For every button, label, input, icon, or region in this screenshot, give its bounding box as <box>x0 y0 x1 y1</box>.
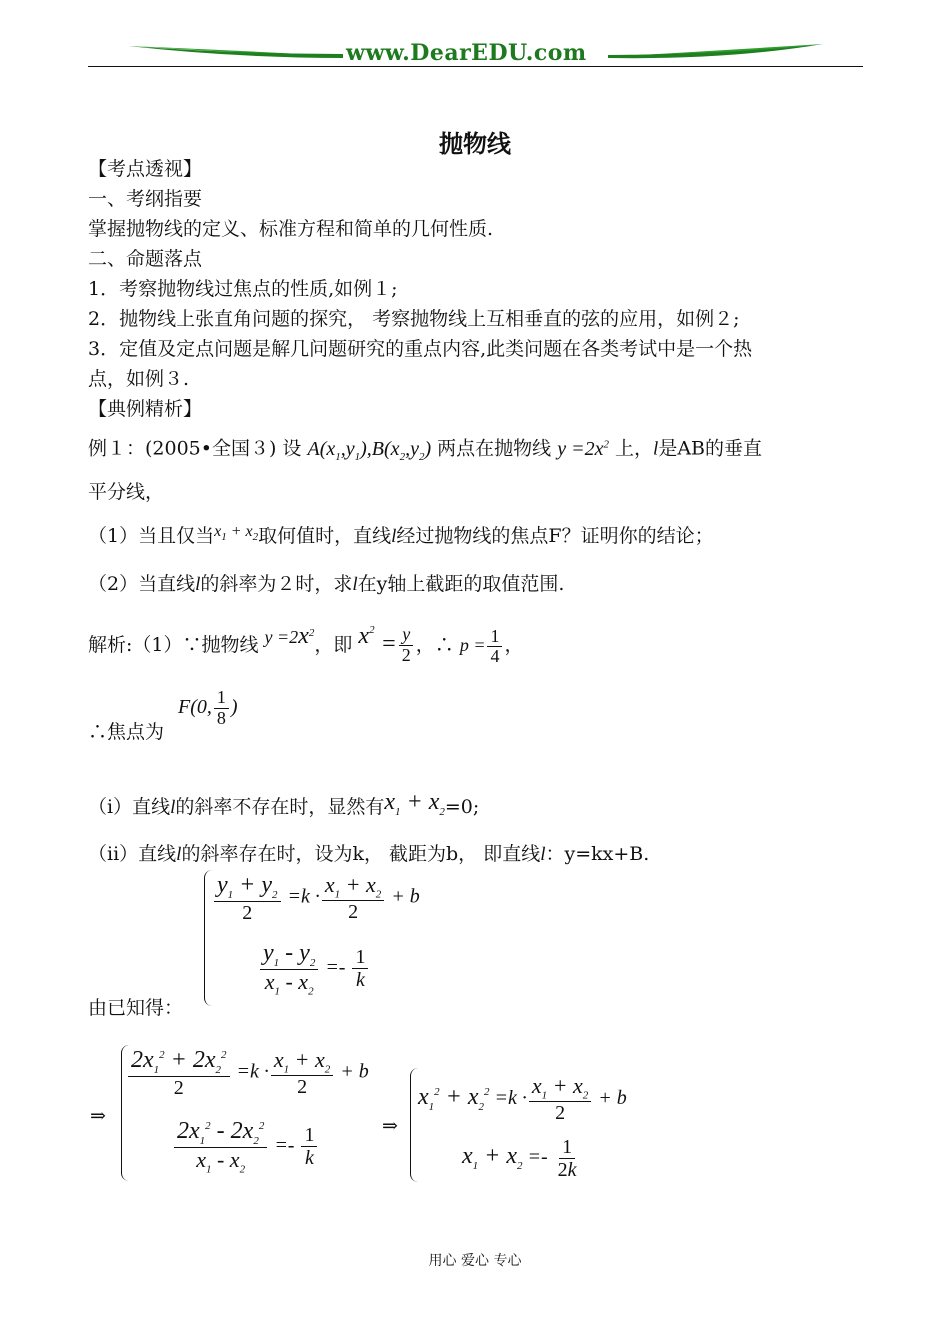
formula-points-ab: $A(x_1,y_1),B(x_2,y_2)$ <box>307 437 432 463</box>
text-part: （i）直线 <box>88 796 171 818</box>
solution-line-1 <box>88 605 524 667</box>
implies-icon: ⇒ <box>382 1115 398 1137</box>
text-part: 上， <box>615 437 654 460</box>
text-line: 点，如例３. <box>88 368 190 390</box>
text-part: 在y轴上截距的取值范围. <box>357 573 565 595</box>
formula-p-eq-quarter: p = $\frac{1}{4}$ <box>460 635 505 655</box>
symbol-l: l <box>176 844 182 865</box>
text-part: ：y=kx+B. <box>545 843 650 865</box>
text-line: 2．抛物线上张直角问题的探究， 考察抛物线上互相垂直的弦的应用，如例２; <box>88 308 740 330</box>
formula-focus-F: F(0, $\frac{1}{8}$ ) <box>178 687 238 728</box>
question-2 <box>88 572 564 597</box>
heading-mingti: 二、命题落点 <box>88 248 203 270</box>
symbol-l: l <box>391 526 397 547</box>
text-part: 的斜率不存在时，显然有 <box>175 796 385 818</box>
symbol-l: l <box>653 438 659 460</box>
formula-x1-plus-x2: x1 + x2 <box>214 523 259 544</box>
text-part: 的斜率为２时，求 <box>200 573 353 595</box>
page-title: 抛物线 <box>439 130 511 158</box>
symbol-l: l <box>352 574 358 595</box>
text-line: 1．考察抛物线过焦点的性质,如例１; <box>88 278 398 300</box>
example-1-statement <box>88 432 762 469</box>
text-line: 平分线， <box>88 481 165 503</box>
logo-text: www.DearEDU.com <box>346 40 587 66</box>
text-line: 掌握抛物线的定义、标准方程和简单的几何性质. <box>88 218 494 240</box>
text-part: 的斜率存在时，设为k， 截距为b， 即直线 <box>181 843 541 865</box>
text-part: 经过抛物线的焦点F？证明你的结论； <box>396 525 714 547</box>
case-i <box>88 790 479 824</box>
formula-x2-eq-y-over-2: $x^2$ = $\frac{y}{2}$ <box>358 631 415 657</box>
equation-substituted-1: $\frac{2x_1^2 + 2x_2^2}{2}$ =k · $\frac{x_1 + x_2}{2}$ + b <box>126 1047 369 1099</box>
text-part: （1）当且仅当 <box>88 525 215 547</box>
case-ii <box>88 842 649 867</box>
formula-x1-plus-x2: $x_1 + x_2$ <box>384 789 445 818</box>
question-1 <box>88 520 714 549</box>
given-label: 由已知得： <box>88 997 184 1019</box>
focus-label: ∴焦点为 <box>88 721 165 743</box>
text-line: 3．定值及定点问题是解几问题研究的重点内容,此类问题在各类考试中是一个热 <box>88 338 753 360</box>
example-prefix: 例１：(2005•全国３) 设 <box>88 437 302 460</box>
section-heading-dianli: 【典例精析】 <box>88 398 203 420</box>
text-part: =0; <box>444 796 480 818</box>
implies-icon: ⇒ <box>90 1105 106 1127</box>
text-part: 是AB的垂直 <box>658 437 763 460</box>
text-part: （ii）直线 <box>88 843 177 865</box>
page-footer: 用心 爱心 专心 <box>428 1253 522 1269</box>
equation-midpoint: $\frac{y_1 + y_2}{2}$ =k · $\frac{x_1 + x_2}{2}$ + b <box>212 872 420 924</box>
symbol-l: l <box>540 844 546 865</box>
text-part: 取何值时，直线 <box>258 525 392 547</box>
symbol-l: l <box>195 574 201 595</box>
text-part: （2）当直线 <box>88 573 196 595</box>
text-part: ，∴ <box>415 634 454 656</box>
equation-substituted-2: $\frac{2x_1^2 - 2x_2^2}{x_1 - x_2}$ =- $\frac{1}{k}$ <box>172 1118 319 1175</box>
text-part: 两点在抛物线 <box>437 437 552 460</box>
heading-kaogang: 一、考纲指要 <box>88 188 203 210</box>
section-heading-kaodian: 【考点透视】 <box>88 158 203 180</box>
text-part: ， <box>504 634 524 656</box>
header-rule <box>88 66 863 67</box>
equation-simplified-1: $x_1^2 + x_2^2 =k$ · $\frac{x_1 + x_2}{2}$ + b <box>418 1073 627 1125</box>
equation-slope: $\frac{y_1 - y_2}{x_1 - x_2}$ =- $\frac{1}{k}$ <box>258 940 370 997</box>
header-banner <box>88 36 863 70</box>
formula-y-2x2: $y =2x^2$ <box>264 623 315 649</box>
text-part: ，即 <box>314 634 353 656</box>
formula-parabola: $y =2x^2$ <box>557 437 609 460</box>
equation-simplified-2: $x_1 + x_2$ =- $\frac{1}{2k}$ <box>462 1136 577 1181</box>
symbol-l: l <box>170 797 176 818</box>
text-part: 解析:（1）∵抛物线 <box>88 634 259 656</box>
